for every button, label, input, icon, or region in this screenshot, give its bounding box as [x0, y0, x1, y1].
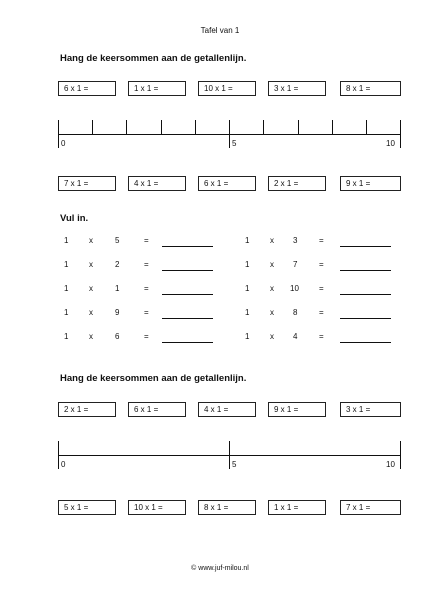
- operator: x: [270, 236, 274, 245]
- factor-b: 5: [115, 236, 120, 245]
- expression-box[interactable]: 6 x 1 =: [128, 402, 186, 417]
- tick: [332, 120, 333, 134]
- factor-b: 9: [115, 308, 120, 317]
- factor-a: 1: [64, 260, 69, 269]
- factor-a: 1: [64, 308, 69, 317]
- tick: [161, 120, 162, 134]
- factor-a: 1: [245, 284, 250, 293]
- expression-box[interactable]: 8 x 1 =: [340, 81, 401, 96]
- footer-copyright: © www.juf-milou.nl: [191, 565, 249, 572]
- operator: x: [89, 308, 93, 317]
- tick-major: [229, 120, 230, 148]
- tick-major: [58, 120, 59, 148]
- answer-blank[interactable]: [162, 318, 213, 319]
- section-heading: Vul in.: [60, 213, 89, 224]
- equals-sign: =: [319, 236, 324, 245]
- equation-row: [0, 284, 440, 296]
- expression-box[interactable]: 10 x 1 =: [128, 500, 186, 515]
- operator: x: [270, 332, 274, 341]
- expression-box[interactable]: 9 x 1 =: [340, 176, 401, 191]
- expression-box[interactable]: 2 x 1 =: [58, 402, 116, 417]
- tick: [195, 120, 196, 134]
- page-title: Tafel van 1: [200, 26, 240, 35]
- tick: [366, 120, 367, 134]
- tick: [92, 120, 93, 134]
- equals-sign: =: [144, 236, 149, 245]
- equals-sign: =: [144, 308, 149, 317]
- factor-b: 2: [115, 260, 120, 269]
- equals-sign: =: [319, 332, 324, 341]
- equals-sign: =: [144, 284, 149, 293]
- equation-row: [0, 260, 440, 272]
- section-heading: Hang de keersommen aan de getallenlijn.: [60, 53, 247, 64]
- factor-b: 8: [293, 308, 298, 317]
- number-line-label-5: 5: [232, 460, 237, 469]
- expression-box[interactable]: 9 x 1 =: [268, 402, 326, 417]
- factor-a: 1: [64, 236, 69, 245]
- operator: x: [89, 284, 93, 293]
- section-heading: Hang de keersommen aan de getallenlijn.: [60, 373, 247, 384]
- operator: x: [270, 308, 274, 317]
- tick: [298, 120, 299, 134]
- answer-blank[interactable]: [340, 342, 391, 343]
- number-line-label-10: 10: [386, 139, 395, 148]
- tick-major: [400, 441, 401, 469]
- operator: x: [89, 236, 93, 245]
- number-line-label-5: 5: [232, 139, 237, 148]
- number-line-label-0: 0: [61, 139, 66, 148]
- equation-row: [0, 332, 440, 344]
- tick-major: [229, 441, 230, 469]
- tick: [263, 120, 264, 134]
- answer-blank[interactable]: [162, 246, 213, 247]
- factor-b: 7: [293, 260, 298, 269]
- expression-box[interactable]: 5 x 1 =: [58, 500, 116, 515]
- factor-a: 1: [245, 332, 250, 341]
- answer-blank[interactable]: [162, 342, 213, 343]
- number-line-label-10: 10: [386, 460, 395, 469]
- factor-a: 1: [64, 284, 69, 293]
- factor-a: 1: [64, 332, 69, 341]
- operator: x: [270, 260, 274, 269]
- factor-a: 1: [245, 308, 250, 317]
- equals-sign: =: [144, 260, 149, 269]
- equals-sign: =: [319, 284, 324, 293]
- equals-sign: =: [319, 308, 324, 317]
- expression-box[interactable]: 1 x 1 =: [268, 500, 326, 515]
- expression-box[interactable]: 10 x 1 =: [198, 81, 256, 96]
- expression-box[interactable]: 3 x 1 =: [340, 402, 401, 417]
- expression-box[interactable]: 8 x 1 =: [198, 500, 256, 515]
- answer-blank[interactable]: [340, 270, 391, 271]
- tick-major: [58, 441, 59, 469]
- answer-blank[interactable]: [162, 270, 213, 271]
- factor-b: 3: [293, 236, 298, 245]
- factor-b: 1: [115, 284, 120, 293]
- tick-major: [400, 120, 401, 148]
- equals-sign: =: [144, 332, 149, 341]
- tick: [126, 120, 127, 134]
- answer-blank[interactable]: [340, 318, 391, 319]
- equation-row: [0, 236, 440, 248]
- expression-box[interactable]: 6 x 1 =: [198, 176, 256, 191]
- equation-row: [0, 308, 440, 320]
- expression-box[interactable]: 6 x 1 =: [58, 81, 116, 96]
- factor-b: 4: [293, 332, 298, 341]
- operator: x: [89, 260, 93, 269]
- factor-a: 1: [245, 236, 250, 245]
- answer-blank[interactable]: [340, 294, 391, 295]
- expression-box[interactable]: 7 x 1 =: [340, 500, 401, 515]
- factor-b: 10: [290, 284, 299, 293]
- expression-box[interactable]: 3 x 1 =: [268, 81, 326, 96]
- expression-box[interactable]: 4 x 1 =: [128, 176, 186, 191]
- answer-blank[interactable]: [340, 246, 391, 247]
- expression-box[interactable]: 2 x 1 =: [268, 176, 326, 191]
- factor-a: 1: [245, 260, 250, 269]
- answer-blank[interactable]: [162, 294, 213, 295]
- expression-box[interactable]: 1 x 1 =: [128, 81, 186, 96]
- number-line-label-0: 0: [61, 460, 66, 469]
- expression-box[interactable]: 7 x 1 =: [58, 176, 116, 191]
- factor-b: 6: [115, 332, 120, 341]
- equals-sign: =: [319, 260, 324, 269]
- expression-box[interactable]: 4 x 1 =: [198, 402, 256, 417]
- operator: x: [270, 284, 274, 293]
- operator: x: [89, 332, 93, 341]
